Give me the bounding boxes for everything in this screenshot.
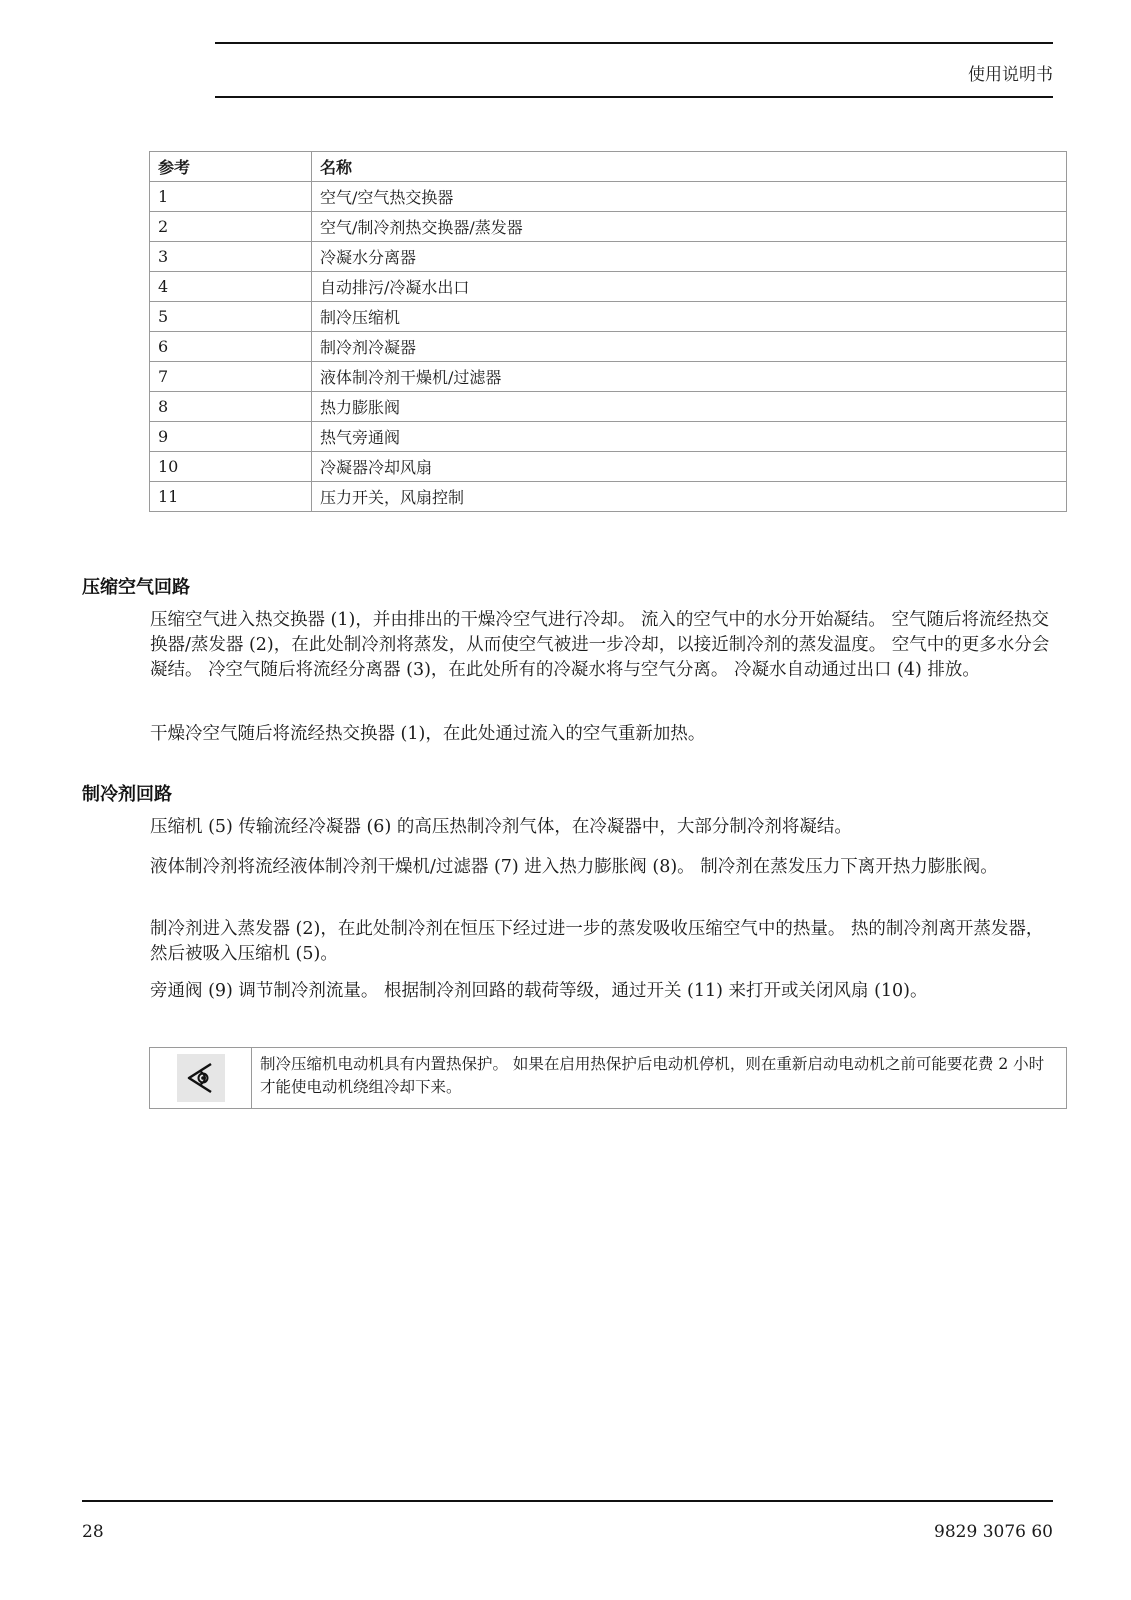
ref-cell: 10 xyxy=(150,452,312,482)
paragraph-refrigerant-3: 制冷剂进入蒸发器 (2)，在此处制冷剂在恒压下经过进一步的蒸发吸收压缩空气中的热量。 热的制冷剂离开蒸发器，然后被吸入压缩机 (5)。 xyxy=(150,919,1044,964)
footer-rule xyxy=(82,1500,1053,1502)
eye-icon xyxy=(177,1054,225,1102)
header-rule-top xyxy=(215,42,1053,44)
table-row xyxy=(150,422,1067,452)
table-row xyxy=(150,272,1067,302)
name-cell: 热力膨胀阀 xyxy=(312,392,1067,422)
ref-cell: 2 xyxy=(150,212,312,242)
name-cell: 冷凝水分离器 xyxy=(312,242,1067,272)
reference-table xyxy=(149,151,1067,512)
table-header-row xyxy=(150,152,1067,182)
name-cell: 液体制冷剂干燥机/过滤器 xyxy=(312,362,1067,392)
header-rule-bottom xyxy=(215,96,1053,98)
ref-cell: 3 xyxy=(150,242,312,272)
name-cell: 空气/空气热交换器 xyxy=(312,182,1067,212)
table-row xyxy=(150,392,1067,422)
ref-cell: 8 xyxy=(150,392,312,422)
ref-cell: 4 xyxy=(150,272,312,302)
name-cell: 热气旁通阀 xyxy=(312,422,1067,452)
paragraph-compressed-air-2: 干燥冷空气随后将流经热交换器 (1)，在此处通过流入的空气重新加热。 xyxy=(150,724,706,744)
ref-cell: 5 xyxy=(150,302,312,332)
ref-cell: 6 xyxy=(150,332,312,362)
ref-cell: 1 xyxy=(150,182,312,212)
name-cell: 制冷剂冷凝器 xyxy=(312,332,1067,362)
name-cell: 制冷压缩机 xyxy=(312,302,1067,332)
name-cell: 压力开关，风扇控制 xyxy=(312,482,1067,512)
table-row xyxy=(150,242,1067,272)
section-heading-refrigerant: 制冷剂回路 xyxy=(82,784,172,805)
column-header-ref: 参考 xyxy=(150,152,312,182)
table-row xyxy=(150,482,1067,512)
ref-cell: 7 xyxy=(150,362,312,392)
note-icon-cell xyxy=(150,1048,252,1108)
paragraph-refrigerant-1: 压缩机 (5) 传输流经冷凝器 (6) 的高压热制冷剂气体，在冷凝器中，大部分制冷剂将凝结。 xyxy=(150,817,852,837)
note-text: 制冷压缩机电动机具有内置热保护。 如果在启用热保护后电动机停机，则在重新启动电动机之前可能要花费 2 小时才能使电动机绕组冷却下来。 xyxy=(260,1055,1045,1096)
table-row xyxy=(150,302,1067,332)
paragraph-compressed-air-1: 压缩空气进入热交换器 (1)，并由排出的干燥冷空气进行冷却。 流入的空气中的水分开始凝结。 空气随后将流经热交换器/蒸发器 (2)，在此处制冷剂将蒸发，从而使空气被进一步冷却，以接近制冷剂的蒸发温度。 空气中的更多水分会凝结。 冷空气随后将流经分离器 (3)，在此处所有的冷凝水将与空气分离。 冷凝水自动通过出口 (4) 排放。 xyxy=(150,610,1050,680)
name-cell: 冷凝器冷却风扇 xyxy=(312,452,1067,482)
page-number: 28 xyxy=(82,1522,104,1542)
document-number: 9829 3076 60 xyxy=(934,1522,1053,1542)
table-row xyxy=(150,212,1067,242)
paragraph-refrigerant-4: 旁通阀 (9) 调节制冷剂流量。 根据制冷剂回路的载荷等级，通过开关 (11) 来打开或关闭风扇 (10)。 xyxy=(150,981,928,1001)
ref-cell: 9 xyxy=(150,422,312,452)
table-row xyxy=(150,362,1067,392)
table-row xyxy=(150,182,1067,212)
name-cell: 自动排污/冷凝水出口 xyxy=(312,272,1067,302)
ref-cell: 11 xyxy=(150,482,312,512)
column-header-name: 名称 xyxy=(312,152,1067,182)
note-box xyxy=(149,1047,1067,1109)
paragraph-refrigerant-2: 液体制冷剂将流经液体制冷剂干燥机/过滤器 (7) 进入热力膨胀阀 (8)。 制冷剂在蒸发压力下离开热力膨胀阀。 xyxy=(150,857,998,877)
section-heading-compressed-air: 压缩空气回路 xyxy=(82,577,190,598)
table-row xyxy=(150,332,1067,362)
manual-title: 使用说明书 xyxy=(968,65,1053,85)
name-cell: 空气/制冷剂热交换器/蒸发器 xyxy=(312,212,1067,242)
table-row xyxy=(150,452,1067,482)
